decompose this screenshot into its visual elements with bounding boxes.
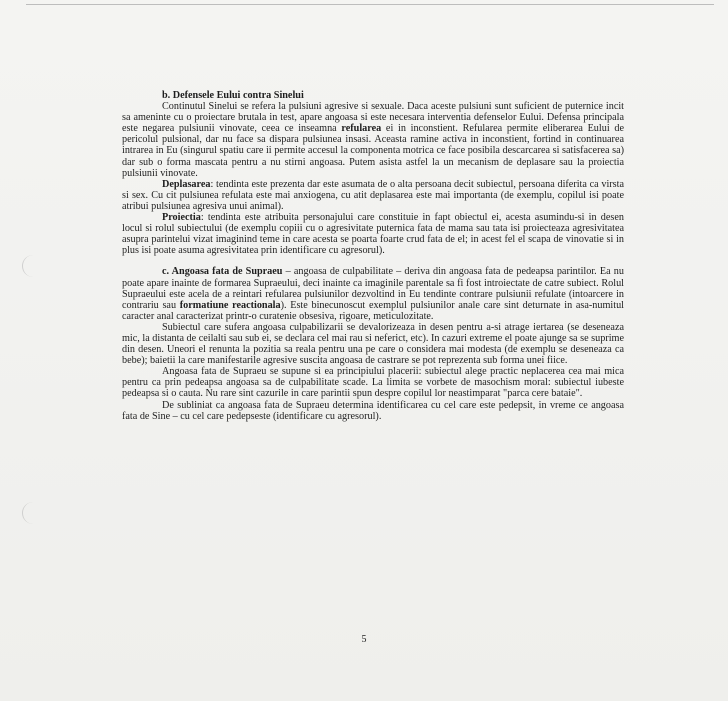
section-c-paragraph-4: De subliniat ca angoasa fata de Supraeu determina identificarea cu cel care este pedepsit, in vreme ce angoasa fata de Sine – cu cel care pedepseste (identificare cu agresorul).	[122, 399, 624, 422]
section-b-paragraph-1: Continutul Sinelui se refera la pulsiuni agresive si sexuale. Daca aceste pulsiuni sunt suficient de puternice incit sa ameninte cu o proiectare brutala in test, apare angoasa si este necesara interventia defenselor Eului. Defensa principala este negarea pulsiunii vinovate, ceea ce inseamna refularea ei in inconstient. Refularea permite eliberarea Eului de pericolul pulsional, dar nu face sa dispara pulsiunea insasi. Aceasta ramine activa in inconstient, fortind in continuarea intrarea in Eu (singurul spatiu care ii permite accesul la componenta motrica ce face posibila descarcarea si satisfacerea sa) dar sub o forma mascata pentru a nu stirni angoasa. Putem asista astfel la un mecanism de deplasare sau la proiectia pulsiunii vinovate.	[122, 101, 624, 179]
section-c-paragraph-2: Subiectul care sufera angoasa culpabilizarii se devalorizeaza in desen pentru a-si atrage iertarea (se deseneaza mic, la distanta de ceilalti sau sub ei, se declara cel mai rau si neferict, etc). In cazuri extreme el poate ajunge sa se suprime din desen. Uneori el renunta la pozitia sa reala pentru una pe care o considera mai modesta (de exemplu se deseneaza ca bebe); baietii la care manifestarile agresive suscita angoasa de castrare se pot reprezenta sub forma unei fiice.	[122, 321, 624, 367]
page-number: 5	[361, 634, 367, 645]
section-c-paragraph-1: c. Angoasa fata de Supraeu – angoasa de culpabilitate – deriva din angoasa fata de pedeapsa parintilor. Ea nu poate apare inainte de formarea Supraeului, deci inainte ca imaginile parentale sa fi fost introiectate de catre subiect. Rolul Supraeului este acela de a reintari refularea pulsiunilor dezvoltind in Eu tendinte contrare pulsiunii refulate (intoarcere in contrariu sau formatiune reactionala). Este binecunoscut exemplul pulsiunilor anale care sint deturnate in asa-numitul caracter anal caracterizat printr-o curatenie obsesiva, rigoare, meticulozitate.	[122, 266, 624, 322]
term-formatiune-reactionala: formatiune reactionala	[179, 299, 281, 311]
section-c-paragraph-3: Angoasa fata de Supraeu se supune si ea principiului placerii: subiectul alege practic neplacerea cea mai mica pentru ca prin pedeapsa angoasa sa de culpabilitate scade. La limita se vorbete de masochism moral: subiectul iubeste pedeapsa si o cauta. Nu rare sint cazurile in care parintii spun despre copilul lor neastimparat "parca cere bataie".	[122, 366, 624, 400]
section-c-heading: c. Angoasa fata de Supraeu	[162, 266, 283, 278]
section-b-paragraph-proiectia: Proiectia: tendinta este atribuita personajului care constituie in fapt obiectul ei, acesta asumindu-si in desen locul si rolul subiectului (de exemplu copiii cu o agresivitate puternica fata de mama sau tata isi proiecteaza agresivitatea asupra parintelui vizat imaginind teme in care acesta se poarta foarte crud fata de el; in acest fel el scapa de vinovatie si in plus isi poate asuma agresivitatea prin identificare cu agresorul).	[122, 212, 624, 257]
section-b-heading: b. Defensele Eului contra Sinelui	[162, 90, 304, 101]
term-deplasarea: Deplasarea	[162, 178, 211, 190]
top-edge-line	[26, 4, 714, 5]
punch-hole-mark	[22, 502, 37, 524]
term-refularea: refularea	[341, 123, 382, 135]
section-b-paragraph-deplasarea: Deplasarea: tendinta este prezenta dar este asumata de o alta persoana decit subiectul, persoana diferita ca virsta si sex. Cu cit pulsiunea refulata este mai anxiogena, cu atit deplasarea este mai importanta (de exemplu, copilul isi poate atribui pulsiunea agresiva unui animal).	[122, 178, 624, 212]
punch-hole-mark	[22, 255, 37, 277]
document-body	[122, 90, 624, 422]
term-proiectia: Proiectia	[162, 212, 201, 224]
